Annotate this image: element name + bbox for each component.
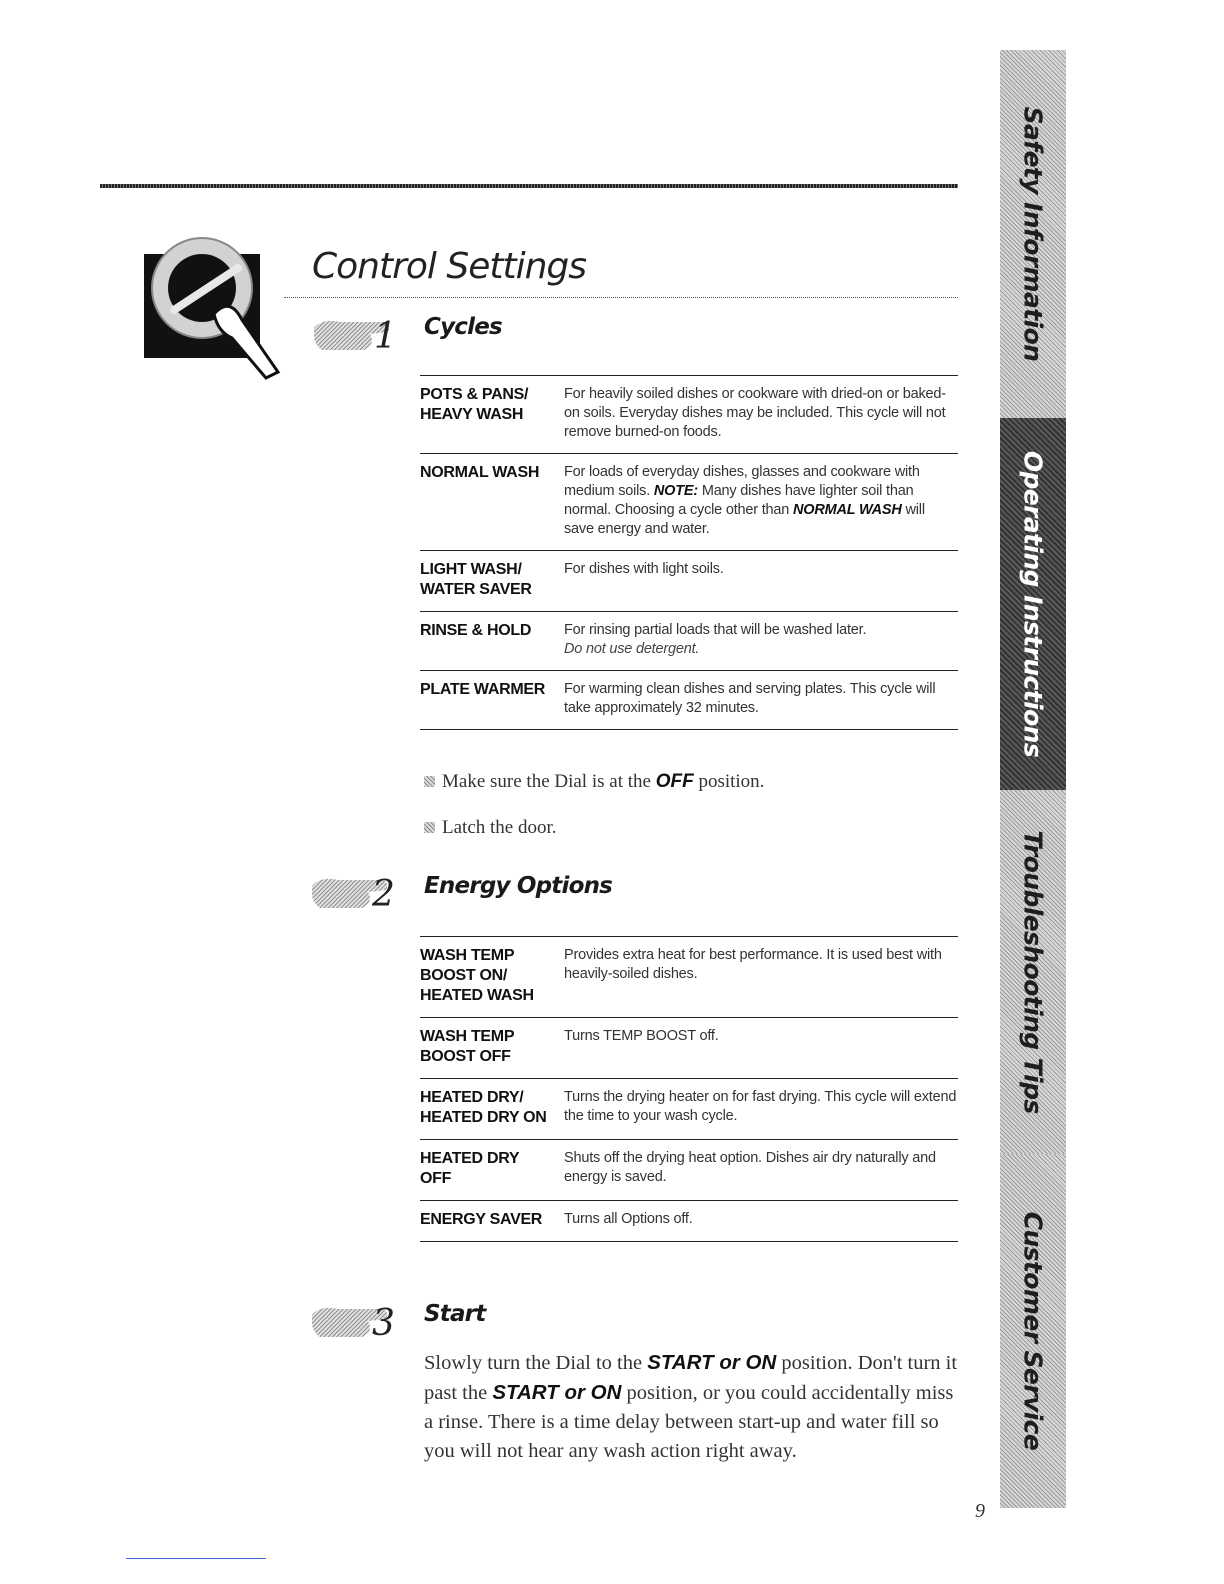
cycle-desc: For warming clean dishes and serving plates. This cycle will take approximately 32 minutes.	[564, 681, 936, 716]
table-row	[420, 1017, 958, 1078]
tab-label: Operating Instructions	[1018, 450, 1048, 758]
footer-rule	[126, 1558, 266, 1559]
page-number: 9	[975, 1500, 985, 1522]
table-row	[420, 1078, 958, 1139]
option-term: HEATED DRY/ HEATED DRY ON	[420, 1089, 547, 1126]
table-row	[420, 453, 958, 550]
tab-label: Troubleshooting Tips	[1018, 830, 1048, 1114]
cycle-desc: For rinsing partial loads that will be washed later. Do not use detergent.	[564, 622, 867, 657]
option-desc: Shuts off the drying heat option. Dishes air dry naturally and energy is saved.	[564, 1150, 936, 1185]
option-desc: Provides extra heat for best performance. It is used best with heavily-soiled dishes.	[564, 947, 942, 982]
bullet-icon	[424, 822, 435, 833]
cycle-term: PLATE WARMER	[420, 681, 545, 698]
title-rule	[284, 297, 958, 298]
tab-operating-instructions[interactable]	[1000, 418, 1066, 790]
tab-label: Customer Service	[1018, 1211, 1048, 1451]
detergent-note: Do not use detergent.	[564, 641, 700, 657]
energy-options-table	[420, 936, 958, 1242]
cycle-term: POTS & PANS/ HEAVY WASH	[420, 386, 529, 423]
table-row	[420, 1200, 958, 1242]
bullet-icon	[424, 776, 435, 787]
start-heading: Start	[424, 1301, 486, 1327]
tab-troubleshooting-tips[interactable]	[1000, 790, 1066, 1154]
cycle-desc: For dishes with light soils.	[564, 561, 724, 577]
cycle-term: RINSE & HOLD	[420, 622, 532, 639]
option-term: WASH TEMP BOOST OFF	[420, 1028, 515, 1065]
table-row	[420, 670, 958, 730]
cycles-heading: Cycles	[424, 314, 502, 340]
cycle-term: LIGHT WASH/ WATER SAVER	[420, 561, 532, 598]
option-desc: Turns the drying heater on for fast drying. This cycle will extend the time to your wash cycle.	[564, 1089, 957, 1124]
tab-customer-service[interactable]	[1000, 1154, 1066, 1508]
cycle-desc: For loads of everyday dishes, glasses and cookware with medium soils. NOTE: Many dishes have lighter soil than normal. Choosing a cycle other than NORMAL WASH will save energy and water.	[564, 464, 925, 537]
energy-options-heading: Energy Options	[424, 873, 613, 899]
table-row	[420, 611, 958, 670]
step-1-number: 1	[374, 316, 397, 357]
page-title: Control Settings	[312, 246, 587, 287]
side-tabs	[1000, 50, 1066, 1508]
table-row	[420, 936, 958, 1017]
table-row	[420, 375, 958, 453]
control-dial-icon	[144, 222, 284, 382]
step-1-hand-icon	[312, 308, 422, 358]
note-label: NOTE:	[653, 483, 698, 499]
tab-safety-information[interactable]	[1000, 50, 1066, 418]
start-instructions: Slowly turn the Dial to the START or ON position. Don't turn it past the START or ON position, or you could accidentally miss a rinse. There is a time delay between start-up and water fill so you will not hear any wash action right away.	[424, 1351, 958, 1462]
step-3-hand-icon	[310, 1295, 420, 1345]
cycles-table	[420, 375, 958, 730]
top-rule	[100, 184, 958, 188]
step-2-number: 2	[372, 874, 395, 915]
option-term: WASH TEMP BOOST ON/ HEATED WASH	[420, 947, 534, 1004]
option-desc: Turns TEMP BOOST off.	[564, 1028, 719, 1044]
cycle-desc: For heavily soiled dishes or cookware with dried-on or baked-on soils. Everyday dishes may be included. This cycle will not remove burned-on foods.	[564, 386, 946, 440]
step-3-number: 3	[372, 1303, 395, 1344]
table-row	[420, 550, 958, 611]
step-2-hand-icon	[310, 866, 420, 916]
cycle-term: NORMAL WASH	[420, 464, 540, 481]
option-term: HEATED DRY OFF	[420, 1150, 520, 1187]
instruction-dial-off: Make sure the Dial is at the OFF position.	[424, 771, 764, 793]
option-term: ENERGY SAVER	[420, 1211, 543, 1228]
instruction-latch-door: Latch the door.	[424, 817, 557, 839]
tab-label: Safety Information	[1018, 106, 1048, 362]
option-desc: Turns all Options off.	[564, 1211, 693, 1227]
table-row	[420, 1139, 958, 1200]
normal-wash-emphasis: NORMAL WASH	[792, 502, 902, 518]
